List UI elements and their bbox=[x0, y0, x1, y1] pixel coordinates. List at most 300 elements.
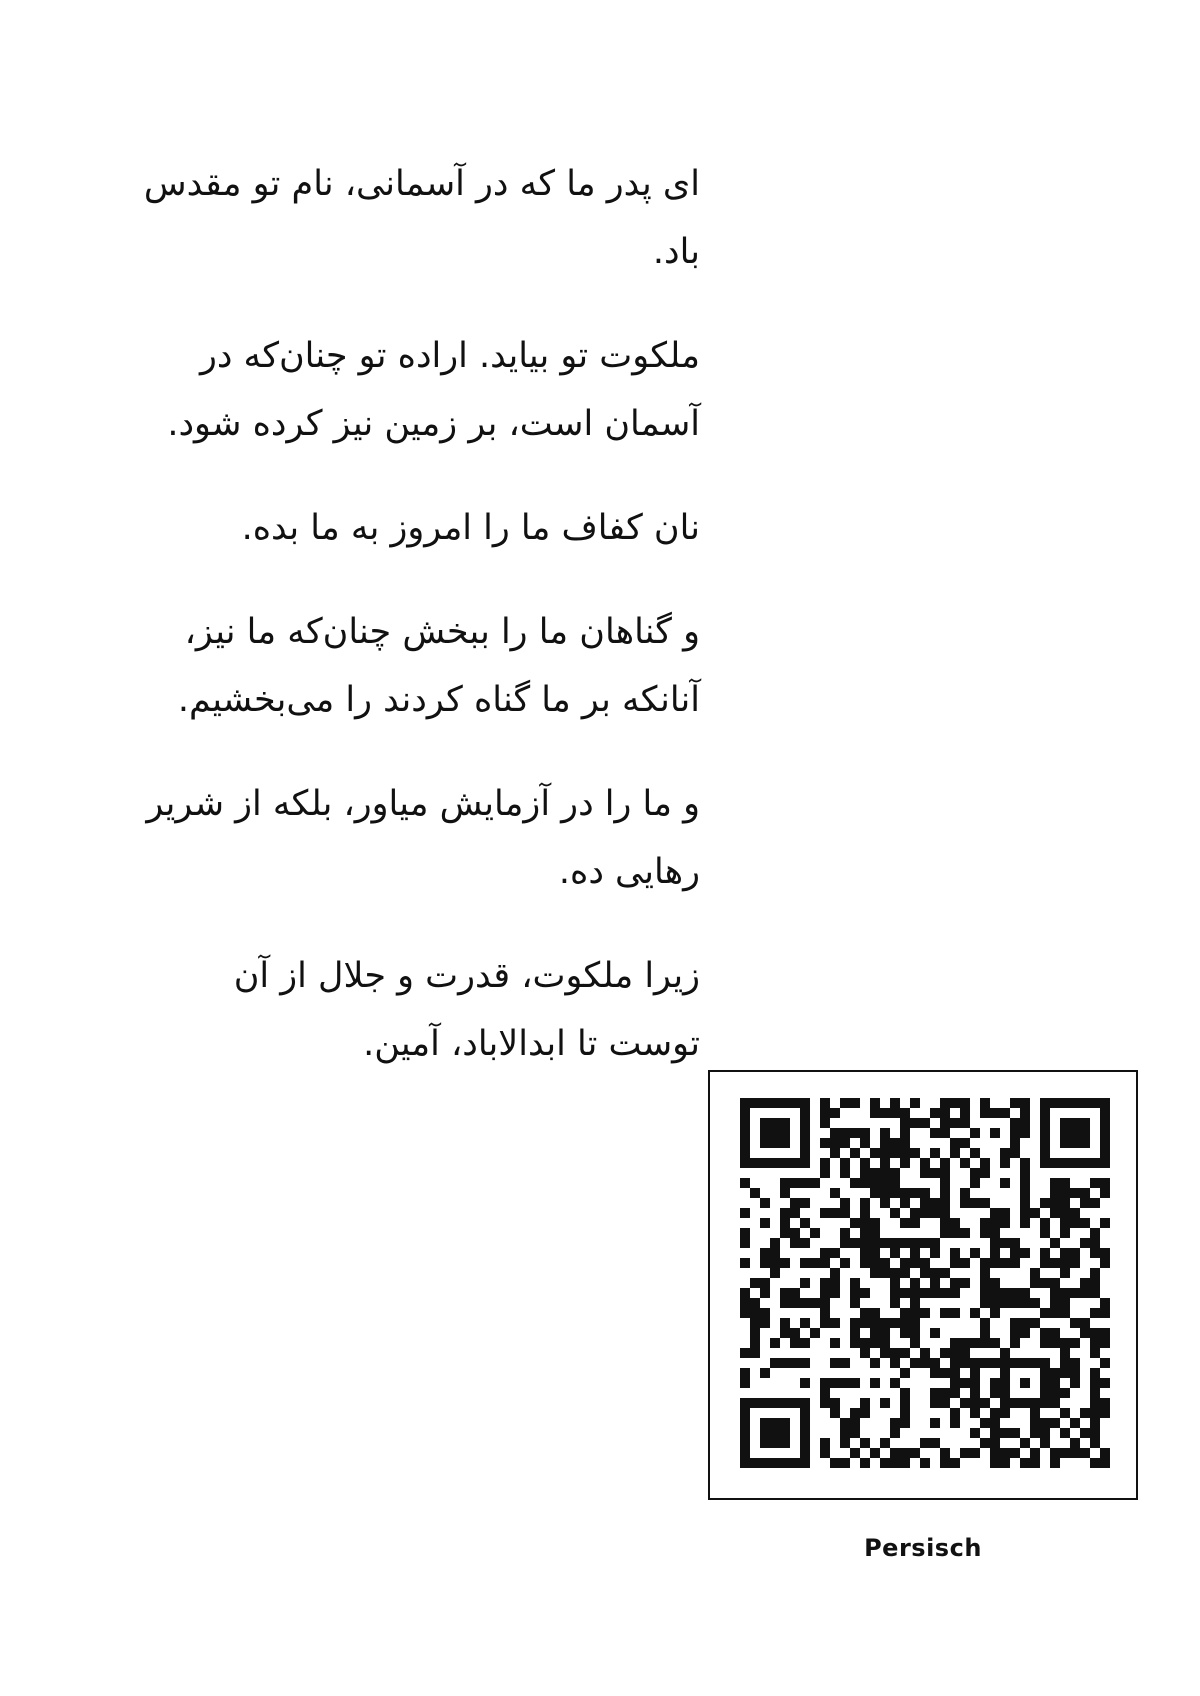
qr-module bbox=[760, 1428, 770, 1438]
qr-module bbox=[830, 1338, 840, 1348]
qr-module bbox=[960, 1098, 970, 1108]
qr-module bbox=[900, 1388, 910, 1398]
qr-module bbox=[760, 1158, 770, 1168]
qr-module bbox=[1060, 1178, 1070, 1188]
qr-module bbox=[910, 1288, 920, 1298]
qr-module bbox=[1030, 1298, 1040, 1308]
qr-module bbox=[930, 1128, 940, 1138]
qr-module bbox=[740, 1178, 750, 1188]
qr-module bbox=[1050, 1238, 1060, 1248]
qr-module bbox=[780, 1438, 790, 1448]
qr-module bbox=[780, 1458, 790, 1468]
qr-module bbox=[1080, 1218, 1090, 1228]
qr-module bbox=[1050, 1258, 1060, 1268]
qr-module bbox=[990, 1228, 1000, 1238]
qr-module bbox=[1020, 1098, 1030, 1108]
qr-code-frame[interactable] bbox=[708, 1070, 1138, 1500]
qr-module bbox=[1100, 1128, 1110, 1138]
qr-module bbox=[900, 1148, 910, 1158]
qr-module bbox=[1010, 1138, 1020, 1148]
qr-module bbox=[780, 1258, 790, 1268]
qr-module bbox=[880, 1178, 890, 1188]
qr-module bbox=[870, 1358, 880, 1368]
qr-module bbox=[770, 1438, 780, 1448]
qr-module bbox=[930, 1148, 940, 1158]
prayer-paragraph: ای پدر ما که در آسمانی، نام تو مقدس باد. bbox=[143, 164, 700, 272]
qr-module bbox=[830, 1288, 840, 1298]
qr-module bbox=[1010, 1358, 1020, 1368]
qr-module bbox=[840, 1138, 850, 1148]
qr-module bbox=[820, 1288, 830, 1298]
qr-module bbox=[760, 1418, 770, 1428]
qr-module bbox=[1090, 1398, 1100, 1408]
qr-module bbox=[1080, 1448, 1090, 1458]
qr-module bbox=[930, 1418, 940, 1428]
qr-module bbox=[1010, 1298, 1020, 1308]
qr-module bbox=[910, 1308, 920, 1318]
qr-module bbox=[870, 1098, 880, 1108]
qr-module bbox=[990, 1418, 1000, 1428]
qr-module bbox=[1090, 1368, 1100, 1378]
qr-module bbox=[820, 1098, 830, 1108]
qr-module bbox=[830, 1408, 840, 1418]
qr-module bbox=[1100, 1248, 1110, 1258]
qr-module bbox=[1070, 1098, 1080, 1108]
qr-module bbox=[860, 1158, 870, 1168]
qr-module bbox=[870, 1238, 880, 1248]
qr-module bbox=[1040, 1228, 1050, 1238]
qr-module bbox=[940, 1268, 950, 1278]
qr-module bbox=[990, 1408, 1000, 1418]
qr-module bbox=[850, 1318, 860, 1328]
qr-module bbox=[860, 1128, 870, 1138]
qr-module bbox=[1040, 1328, 1050, 1338]
qr-module bbox=[1020, 1298, 1030, 1308]
qr-module bbox=[980, 1298, 990, 1308]
qr-module bbox=[1100, 1218, 1110, 1228]
qr-module bbox=[770, 1238, 780, 1248]
qr-module bbox=[900, 1238, 910, 1248]
qr-module bbox=[950, 1338, 960, 1348]
qr-module bbox=[840, 1238, 850, 1248]
qr-module bbox=[960, 1448, 970, 1458]
qr-module bbox=[920, 1258, 930, 1268]
qr-module bbox=[760, 1118, 770, 1128]
qr-module bbox=[1070, 1318, 1080, 1328]
qr-module bbox=[920, 1358, 930, 1368]
qr-module bbox=[980, 1258, 990, 1268]
qr-module bbox=[990, 1428, 1000, 1438]
qr-module bbox=[1090, 1288, 1100, 1298]
qr-module bbox=[860, 1248, 870, 1258]
qr-module bbox=[900, 1198, 910, 1208]
qr-module bbox=[910, 1448, 920, 1458]
qr-module bbox=[980, 1438, 990, 1448]
qr-module bbox=[800, 1198, 810, 1208]
qr-module bbox=[980, 1338, 990, 1348]
qr-module bbox=[1070, 1118, 1080, 1128]
qr-module bbox=[780, 1428, 790, 1438]
qr-module bbox=[1080, 1328, 1090, 1338]
qr-module bbox=[820, 1448, 830, 1458]
qr-module bbox=[960, 1108, 970, 1118]
qr-module bbox=[770, 1158, 780, 1168]
qr-module bbox=[900, 1268, 910, 1278]
qr-module bbox=[1100, 1138, 1110, 1148]
prayer-text bbox=[140, 150, 700, 1114]
qr-module bbox=[840, 1128, 850, 1138]
qr-module bbox=[1050, 1368, 1060, 1378]
qr-module bbox=[1040, 1148, 1050, 1158]
qr-module bbox=[1060, 1288, 1070, 1298]
qr-module bbox=[1100, 1108, 1110, 1118]
qr-module bbox=[920, 1238, 930, 1248]
qr-module bbox=[1040, 1108, 1050, 1118]
qr-module bbox=[1040, 1438, 1050, 1448]
qr-module bbox=[1100, 1338, 1110, 1348]
qr-module bbox=[860, 1438, 870, 1448]
qr-module bbox=[1060, 1388, 1070, 1398]
qr-module bbox=[740, 1348, 750, 1358]
qr-module bbox=[970, 1198, 980, 1208]
qr-module bbox=[740, 1258, 750, 1268]
qr-module bbox=[940, 1458, 950, 1468]
qr-module bbox=[950, 1388, 960, 1398]
qr-module bbox=[940, 1308, 950, 1318]
qr-module bbox=[970, 1168, 980, 1178]
qr-module bbox=[800, 1428, 810, 1438]
qr-module bbox=[800, 1218, 810, 1228]
qr-module bbox=[740, 1138, 750, 1148]
qr-module bbox=[850, 1218, 860, 1228]
qr-module bbox=[1020, 1328, 1030, 1338]
qr-module bbox=[1040, 1248, 1050, 1258]
qr-module bbox=[1100, 1158, 1110, 1168]
qr-module bbox=[800, 1148, 810, 1158]
qr-module bbox=[740, 1458, 750, 1468]
qr-module bbox=[1090, 1428, 1100, 1438]
qr-module bbox=[820, 1168, 830, 1178]
qr-module bbox=[760, 1438, 770, 1448]
qr-module bbox=[760, 1308, 770, 1318]
qr-module bbox=[1080, 1138, 1090, 1148]
qr-module bbox=[910, 1118, 920, 1128]
qr-module bbox=[970, 1408, 980, 1418]
qr-module bbox=[850, 1178, 860, 1188]
qr-module bbox=[1090, 1338, 1100, 1348]
qr-module bbox=[880, 1158, 890, 1168]
qr-module bbox=[980, 1228, 990, 1238]
qr-module bbox=[1100, 1298, 1110, 1308]
qr-module bbox=[1020, 1208, 1030, 1218]
qr-module bbox=[850, 1128, 860, 1138]
qr-module bbox=[820, 1248, 830, 1258]
qr-module bbox=[760, 1258, 770, 1268]
qr-module bbox=[990, 1358, 1000, 1368]
qr-module bbox=[960, 1188, 970, 1198]
qr-module bbox=[990, 1378, 1000, 1388]
qr-module bbox=[1060, 1358, 1070, 1368]
qr-module bbox=[1050, 1308, 1060, 1318]
qr-module bbox=[970, 1178, 980, 1188]
qr-module bbox=[980, 1218, 990, 1228]
qr-module bbox=[800, 1408, 810, 1418]
qr-module bbox=[950, 1278, 960, 1288]
qr-module bbox=[1060, 1138, 1070, 1148]
qr-module bbox=[810, 1258, 820, 1268]
qr-module bbox=[1060, 1158, 1070, 1168]
qr-module bbox=[740, 1128, 750, 1138]
qr-module bbox=[870, 1188, 880, 1198]
qr-module bbox=[780, 1158, 790, 1168]
qr-module bbox=[850, 1098, 860, 1108]
qr-module bbox=[790, 1158, 800, 1168]
qr-module bbox=[1040, 1138, 1050, 1148]
qr-module bbox=[1000, 1288, 1010, 1298]
qr-module bbox=[860, 1308, 870, 1318]
qr-module bbox=[890, 1358, 900, 1368]
qr-module bbox=[1080, 1118, 1090, 1128]
qr-module bbox=[950, 1458, 960, 1468]
qr-module bbox=[740, 1158, 750, 1168]
qr-module bbox=[960, 1138, 970, 1148]
qr-module bbox=[880, 1338, 890, 1348]
qr-module bbox=[990, 1438, 1000, 1448]
qr-module bbox=[1000, 1388, 1010, 1398]
qr-module bbox=[940, 1218, 950, 1228]
qr-code-icon[interactable] bbox=[740, 1098, 1110, 1468]
qr-module bbox=[1000, 1298, 1010, 1308]
qr-module bbox=[1090, 1268, 1100, 1278]
qr-module bbox=[860, 1208, 870, 1218]
qr-module bbox=[1090, 1458, 1100, 1468]
qr-module bbox=[840, 1258, 850, 1268]
qr-module bbox=[1000, 1108, 1010, 1118]
qr-module bbox=[870, 1328, 880, 1338]
qr-module bbox=[900, 1128, 910, 1138]
qr-module bbox=[820, 1258, 830, 1268]
qr-module bbox=[1060, 1228, 1070, 1238]
qr-module bbox=[1000, 1238, 1010, 1248]
qr-module bbox=[750, 1158, 760, 1168]
qr-module bbox=[870, 1168, 880, 1178]
qr-module bbox=[960, 1158, 970, 1168]
qr-module bbox=[920, 1438, 930, 1448]
qr-module bbox=[810, 1298, 820, 1308]
qr-module bbox=[930, 1108, 940, 1118]
qr-module bbox=[1000, 1378, 1010, 1388]
qr-module bbox=[770, 1358, 780, 1368]
qr-module bbox=[850, 1288, 860, 1298]
qr-module bbox=[750, 1308, 760, 1318]
qr-module bbox=[820, 1158, 830, 1168]
qr-module bbox=[1030, 1398, 1040, 1408]
qr-module bbox=[780, 1318, 790, 1328]
qr-module bbox=[890, 1238, 900, 1248]
qr-module bbox=[1090, 1198, 1100, 1208]
qr-module bbox=[970, 1428, 980, 1438]
qr-module bbox=[1000, 1178, 1010, 1188]
qr-module bbox=[800, 1128, 810, 1138]
qr-module bbox=[960, 1228, 970, 1238]
qr-module bbox=[910, 1318, 920, 1328]
qr-module bbox=[1010, 1128, 1020, 1138]
qr-module bbox=[800, 1098, 810, 1108]
qr-module bbox=[930, 1398, 940, 1408]
qr-module bbox=[830, 1278, 840, 1288]
qr-module bbox=[1040, 1258, 1050, 1268]
qr-module bbox=[800, 1438, 810, 1448]
qr-module bbox=[890, 1348, 900, 1358]
qr-module bbox=[1100, 1308, 1110, 1318]
qr-module bbox=[830, 1378, 840, 1388]
qr-module bbox=[1100, 1398, 1110, 1408]
qr-module bbox=[910, 1098, 920, 1108]
qr-module bbox=[880, 1398, 890, 1408]
qr-module bbox=[1020, 1248, 1030, 1258]
qr-module bbox=[890, 1148, 900, 1158]
qr-module bbox=[1020, 1198, 1030, 1208]
qr-module bbox=[900, 1258, 910, 1268]
qr-module bbox=[1000, 1358, 1010, 1368]
qr-module bbox=[1070, 1138, 1080, 1148]
qr-module bbox=[1050, 1288, 1060, 1298]
qr-module bbox=[780, 1138, 790, 1148]
qr-module bbox=[1040, 1098, 1050, 1108]
qr-module bbox=[870, 1228, 880, 1238]
qr-module bbox=[1080, 1318, 1090, 1328]
qr-module bbox=[940, 1348, 950, 1358]
qr-module bbox=[1010, 1428, 1020, 1438]
qr-module bbox=[890, 1278, 900, 1288]
qr-module bbox=[900, 1418, 910, 1428]
qr-module bbox=[1050, 1098, 1060, 1108]
qr-module bbox=[870, 1258, 880, 1268]
qr-module bbox=[880, 1108, 890, 1118]
qr-module bbox=[1020, 1458, 1030, 1468]
qr-module bbox=[750, 1398, 760, 1408]
qr-module bbox=[820, 1278, 830, 1288]
qr-module bbox=[1050, 1198, 1060, 1208]
qr-module bbox=[800, 1108, 810, 1118]
qr-module bbox=[1040, 1398, 1050, 1408]
qr-module bbox=[840, 1438, 850, 1448]
qr-module bbox=[920, 1208, 930, 1218]
qr-module bbox=[1060, 1198, 1070, 1208]
qr-module bbox=[940, 1448, 950, 1458]
qr-module bbox=[1020, 1318, 1030, 1328]
qr-module bbox=[780, 1228, 790, 1238]
qr-module bbox=[1070, 1188, 1080, 1198]
qr-module bbox=[910, 1238, 920, 1248]
qr-module bbox=[1040, 1278, 1050, 1288]
qr-module bbox=[1090, 1098, 1100, 1108]
qr-module bbox=[790, 1338, 800, 1348]
qr-module bbox=[980, 1418, 990, 1428]
qr-module bbox=[1000, 1368, 1010, 1378]
qr-module bbox=[740, 1228, 750, 1238]
qr-module bbox=[880, 1238, 890, 1248]
qr-module bbox=[760, 1198, 770, 1208]
qr-module bbox=[740, 1418, 750, 1428]
qr-module bbox=[920, 1168, 930, 1178]
qr-module bbox=[1010, 1258, 1020, 1268]
qr-module bbox=[830, 1358, 840, 1368]
qr-module bbox=[740, 1298, 750, 1308]
qr-module bbox=[1100, 1098, 1110, 1108]
qr-module bbox=[920, 1308, 930, 1318]
qr-module bbox=[990, 1298, 1000, 1308]
qr-module bbox=[860, 1138, 870, 1148]
qr-module bbox=[770, 1418, 780, 1428]
qr-module bbox=[880, 1148, 890, 1158]
prayer-paragraph: و گناهان ما را ببخش چنان‌که ما نیز، آنانکه بر ما گناه کردند را می‌بخشیم. bbox=[177, 612, 700, 720]
prayer-paragraph: زیرا ملکوت، قدرت و جلال از آن توست تا ابدالاباد، آمین. bbox=[233, 956, 700, 1064]
qr-module bbox=[910, 1258, 920, 1268]
qr-module bbox=[920, 1198, 930, 1208]
qr-module bbox=[950, 1138, 960, 1148]
qr-module bbox=[1060, 1248, 1070, 1258]
qr-module bbox=[870, 1178, 880, 1188]
qr-module bbox=[1030, 1428, 1040, 1438]
qr-module bbox=[970, 1248, 980, 1258]
qr-module bbox=[1030, 1458, 1040, 1468]
qr-module bbox=[950, 1218, 960, 1228]
qr-module bbox=[880, 1128, 890, 1138]
qr-module bbox=[980, 1158, 990, 1168]
qr-module bbox=[1090, 1348, 1100, 1358]
qr-module bbox=[1060, 1208, 1070, 1218]
qr-module bbox=[790, 1208, 800, 1218]
qr-module bbox=[1060, 1408, 1070, 1418]
qr-module bbox=[790, 1328, 800, 1338]
qr-module bbox=[990, 1458, 1000, 1468]
qr-module bbox=[980, 1198, 990, 1208]
qr-module bbox=[990, 1308, 1000, 1318]
qr-module bbox=[800, 1178, 810, 1188]
qr-module bbox=[830, 1248, 840, 1258]
qr-module bbox=[740, 1288, 750, 1298]
qr-module bbox=[1060, 1218, 1070, 1228]
qr-module bbox=[930, 1168, 940, 1178]
qr-module bbox=[870, 1378, 880, 1388]
qr-module bbox=[900, 1138, 910, 1148]
qr-module bbox=[1090, 1248, 1100, 1258]
prayer-paragraph: و ما را در آزمایش میاور، بلکه از شریر رهایی ده. bbox=[146, 784, 700, 892]
qr-module bbox=[840, 1418, 850, 1428]
qr-module bbox=[950, 1378, 960, 1388]
qr-module bbox=[830, 1128, 840, 1138]
qr-module bbox=[780, 1358, 790, 1368]
qr-module bbox=[740, 1438, 750, 1448]
qr-module bbox=[1100, 1258, 1110, 1268]
prayer-paragraph: ملکوت تو بیاید. اراده تو چنان‌که در آسمان است، بر زمین نیز کرده شود. bbox=[167, 336, 700, 444]
qr-module bbox=[1100, 1458, 1110, 1468]
qr-module bbox=[1040, 1338, 1050, 1348]
qr-module bbox=[740, 1148, 750, 1158]
qr-module bbox=[770, 1268, 780, 1278]
qr-module bbox=[890, 1458, 900, 1468]
qr-module bbox=[1090, 1438, 1100, 1448]
qr-module bbox=[810, 1178, 820, 1188]
qr-module bbox=[780, 1128, 790, 1138]
qr-module bbox=[740, 1208, 750, 1218]
qr-module bbox=[900, 1118, 910, 1128]
qr-module bbox=[790, 1198, 800, 1208]
qr-module bbox=[950, 1408, 960, 1418]
qr-module bbox=[780, 1098, 790, 1108]
qr-module bbox=[760, 1248, 770, 1258]
